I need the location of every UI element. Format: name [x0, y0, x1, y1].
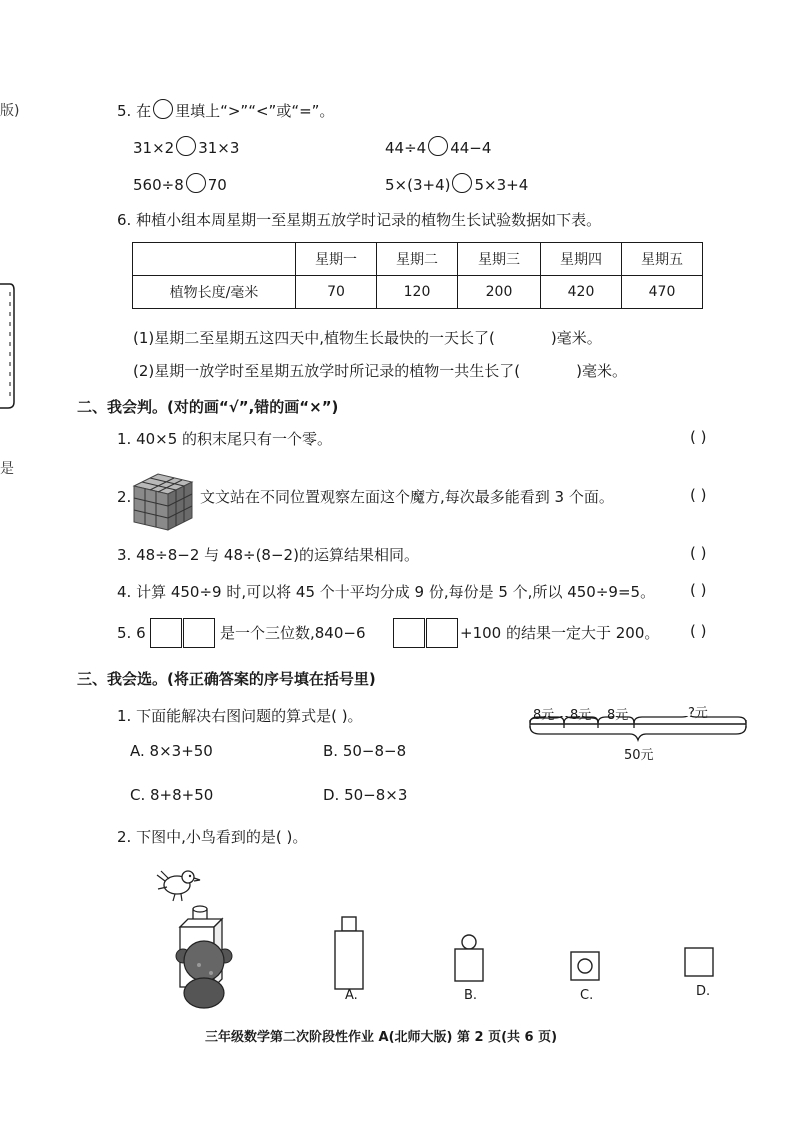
- judge-q4: 4. 计算 450÷9 时,可以将 45 个十平均分成 9 份,每份是 5 个,所以 450÷9=5。: [117, 583, 656, 601]
- option-d-label[interactable]: D.: [696, 984, 711, 999]
- judge-q2-num: 2.: [117, 488, 132, 506]
- option-a-figure: [330, 915, 370, 995]
- q5-item-1: 31×2 31×3: [133, 136, 239, 158]
- binding-frame: [0, 282, 20, 412]
- table-header-cell: 星期三: [458, 243, 541, 276]
- answer-circle[interactable]: [428, 136, 448, 156]
- q5-item-3: 560÷8 70: [133, 173, 227, 195]
- judge-answer-paren[interactable]: ( ): [690, 544, 707, 562]
- judge-q1: 1. 40×5 的积末尾只有一个零。: [117, 430, 333, 448]
- judge-answer-paren[interactable]: ( ): [690, 486, 707, 504]
- table-row: [133, 276, 703, 309]
- section-title-judge: 二、我会判。(对的画“√”,错的画“×”): [77, 398, 339, 416]
- option-d[interactable]: D. 50−8×3: [323, 786, 408, 804]
- judge-q5-c: +100 的结果一定大于 200。: [460, 624, 660, 642]
- compare-circle-icon: [153, 99, 173, 119]
- table-cell: 70: [296, 276, 377, 309]
- option-b-figure: [450, 933, 490, 993]
- table-header-row: [133, 243, 703, 276]
- option-b[interactable]: B. 50−8−8: [323, 742, 407, 760]
- judge-answer-paren[interactable]: ( ): [690, 581, 707, 599]
- q6-sub1: (1)星期二至星期五这四天中,植物生长最快的一天长了( )毫米。: [133, 329, 602, 347]
- q5-item-2: 44÷4 44−4: [385, 136, 491, 158]
- q6-prompt: 6. 种植小组本周星期一至星期五放学时记录的植物生长试验数据如下表。: [117, 211, 602, 229]
- segment-label: 8元: [533, 708, 555, 723]
- option-b-label[interactable]: B.: [464, 988, 478, 1003]
- edge-mark-mid: 是: [0, 461, 14, 477]
- segment-label: 8元: [570, 708, 592, 723]
- bird-monkey-scene: [155, 865, 245, 1010]
- option-a[interactable]: A. 8×3+50: [130, 742, 213, 760]
- segment-label: 8元: [607, 708, 629, 723]
- segment-label: ?元: [688, 706, 708, 721]
- digit-box[interactable]: [183, 618, 215, 648]
- total-label: 50元: [624, 748, 654, 763]
- answer-circle[interactable]: [452, 173, 472, 193]
- rubiks-cube-icon: [130, 470, 196, 532]
- option-a-label[interactable]: A.: [345, 988, 358, 1003]
- table-header-cell: 星期一: [296, 243, 377, 276]
- segment-diagram: [526, 716, 756, 746]
- page-footer: 三年级数学第二次阶段性作业 A(北师大版) 第 2 页(共 6 页): [205, 1030, 558, 1045]
- digit-box[interactable]: [150, 618, 182, 648]
- judge-answer-paren[interactable]: ( ): [690, 428, 707, 446]
- option-c[interactable]: C. 8+8+50: [130, 786, 214, 804]
- table-header-cell: 星期四: [541, 243, 622, 276]
- option-c-label[interactable]: C.: [580, 988, 594, 1003]
- table-cell: 120: [377, 276, 458, 309]
- table-cell: 470: [622, 276, 703, 309]
- judge-q5-a: 5. 6: [117, 624, 146, 642]
- bird-icon: [157, 871, 200, 901]
- answer-circle[interactable]: [186, 173, 206, 193]
- q5-prompt: 5. 在 里填上“>”“<”或“=”。: [117, 99, 334, 121]
- q5-item-4: 5×(3+4) 5×3+4: [385, 173, 528, 195]
- section-title-choose: 三、我会选。(将正确答案的序号填在括号里): [77, 670, 376, 688]
- table-cell: 200: [458, 276, 541, 309]
- judge-q5-b: 是一个三位数,840−6: [220, 624, 366, 642]
- table-header-cell: 星期二: [377, 243, 458, 276]
- table-header-cell: 星期五: [622, 243, 703, 276]
- table-row-label: 植物长度/毫米: [133, 276, 296, 309]
- q6-sub2: (2)星期一放学时至星期五放学时所记录的植物一共生长了( )毫米。: [133, 362, 627, 380]
- judge-q3: 3. 48÷8−2 与 48÷(8−2)的运算结果相同。: [117, 546, 419, 564]
- edge-mark-top: 版): [0, 103, 20, 119]
- table-cell: 420: [541, 276, 622, 309]
- digit-box[interactable]: [426, 618, 458, 648]
- choose-q1-prompt: 1. 下面能解决右图问题的算式是( )。: [117, 707, 363, 725]
- digit-box[interactable]: [393, 618, 425, 648]
- judge-answer-paren[interactable]: ( ): [690, 622, 707, 640]
- option-c-figure: [566, 950, 606, 986]
- table-header-cell: [133, 243, 296, 276]
- choose-q2-prompt: 2. 下图中,小鸟看到的是( )。: [117, 828, 308, 846]
- judge-q2-text: 文文站在不同位置观察左面这个魔方,每次最多能看到 3 个面。: [200, 488, 614, 506]
- option-d-figure: [680, 946, 720, 982]
- growth-table: [132, 242, 703, 309]
- answer-circle[interactable]: [176, 136, 196, 156]
